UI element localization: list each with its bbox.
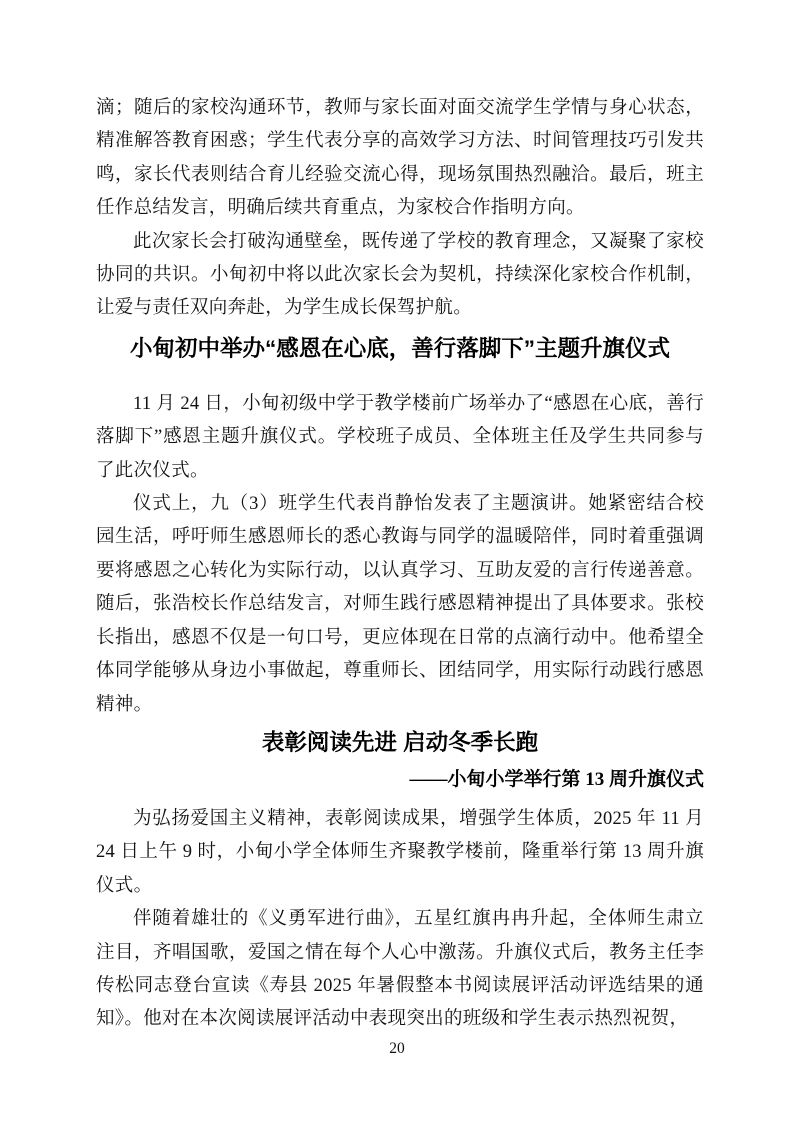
document-body <box>96 92 704 1037</box>
section-subheading-reading-run: ——小甸小学举行第 13 周升旗仪式 <box>409 768 704 790</box>
section-heading-reading-run: 表彰阅读先进 启动冬季长跑 <box>261 729 539 755</box>
body-paragraph: 仪式上，九（3）班学生代表肖静怡发表了主题演讲。她紧密结合校园生活，呼吁师生感恩师长的悉心教诲与同学的温暖陪伴，同时着重强调要将感恩之心转化为实际行动，以认真学习、互助友爱的言行传递善意。随后，张浩校长作总结发言，对师生践行感恩精神提出了具体要求。张校长指出，感恩不仅是一句口号，更应体现在日常的点滴行动中。他希望全体同学能够从身边小事做起，尊重师长、团结同学，用实际行动践行感恩精神。 <box>96 494 704 715</box>
body-paragraph: 伴随着雄壮的《义勇军进行曲》，五星红旗冉冉升起，全体师生肃立注目，齐唱国歌，爱国之情在每个人心中激荡。升旗仪式后，教务主任李传松同志登台宣读《寿县 2025 年暑假整本书阅读展评活动评选结果的通知》。他对在本次阅读展评活动中表现突出的班级和学生表示热烈祝贺， <box>96 909 704 1030</box>
page-number: 20 <box>389 1040 405 1057</box>
section-heading-flag-ceremony: 小甸初中举办“感恩在心底，善行落脚下”主题升旗仪式 <box>129 335 670 361</box>
body-paragraph: 此次家长会打破沟通壁垒，既传递了学校的教育理念，又凝聚了家校协同的共识。小甸初中将以此次家长会为契机，持续深化家校合作机制，让爱与责任双向奔赴，为学生成长保驾护航。 <box>96 231 704 319</box>
body-paragraph: 11 月 24 日，小甸初级中学于教学楼前广场举办了“感恩在心底，善行落脚下”感恩主题升旗仪式。学校班子成员、全体班主任及学生共同参与了此次仪式。 <box>96 393 704 481</box>
body-paragraph-continuation: 滴；随后的家校沟通环节，教师与家长面对面交流学生学情与身心状态，精准解答教育困惑；学生代表分享的高效学习方法、时间管理技巧引发共鸣，家长代表则结合育儿经验交流心得，现场氛围热烈融洽。最后，班主任作总结发言，明确后续共育重点，为家校合作指明方向。 <box>96 98 704 219</box>
body-paragraph: 为弘扬爱国主义精神，表彰阅读成果，增强学生体质，2025 年 11 月 24 日上午 9 时，小甸小学全体师生齐聚教学楼前，隆重举行第 13 周升旗仪式。 <box>96 808 704 896</box>
